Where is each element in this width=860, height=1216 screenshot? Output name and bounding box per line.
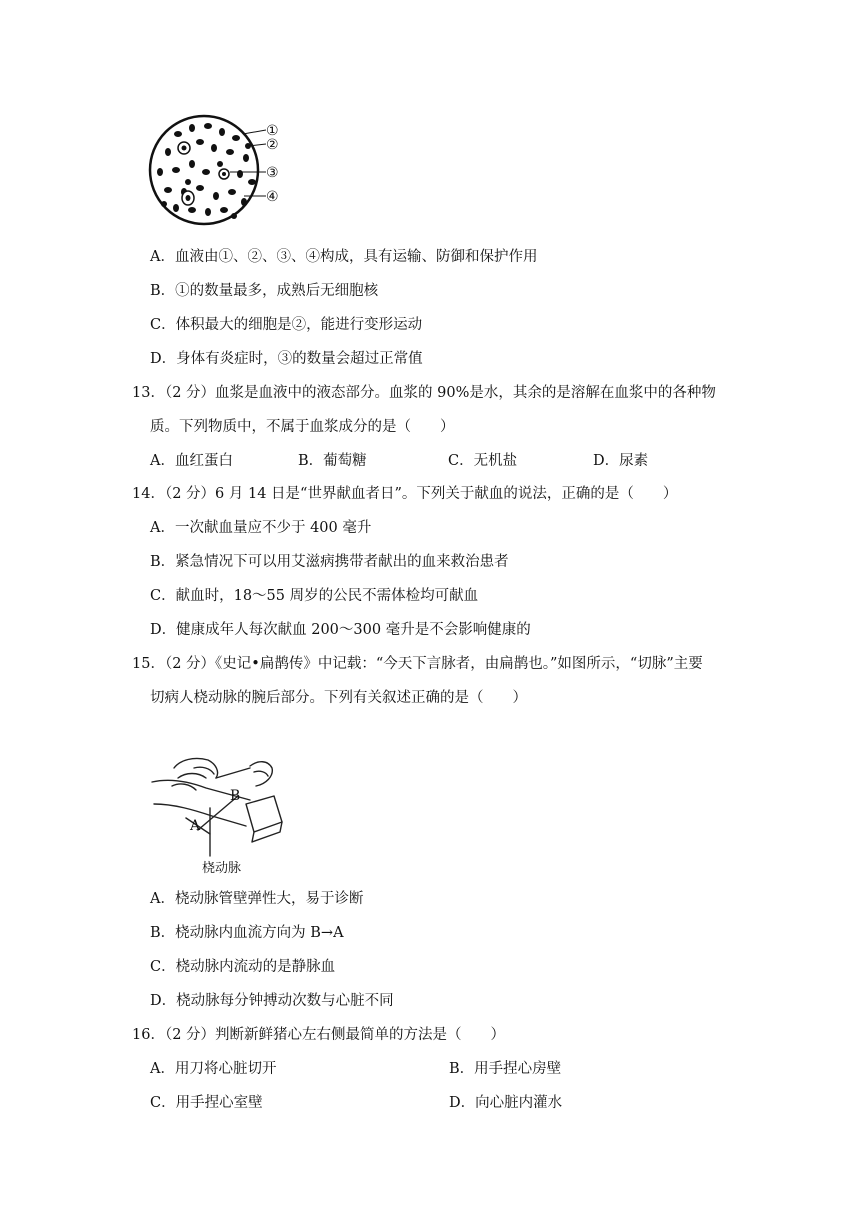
blood-cell-figure xyxy=(148,112,298,228)
figure-label-1: ① xyxy=(266,123,279,139)
q15-option-b: B．桡动脉内血流方向为 B→A xyxy=(150,925,344,941)
q14-stem: 14．（2 分）6 月 14 日是“世界献血者日”。下列关于献血的说法，正确的是（ ） xyxy=(132,486,678,502)
q15-stem-line2: 切病人桡动脉的腕后部分。下列有关叙述正确的是（ ） xyxy=(150,690,527,706)
figure-label-4: ④ xyxy=(266,189,279,205)
q13-option-d: D．尿素 xyxy=(593,453,649,469)
pulse-figure xyxy=(150,738,284,878)
figure-label-3: ③ xyxy=(266,165,279,181)
figure-caption: 桡动脉 xyxy=(202,861,242,876)
q13-option-a: A．血红蛋白 xyxy=(150,453,233,469)
q16-stem: 16．（2 分）判断新鲜猪心左右侧最简单的方法是（ ） xyxy=(132,1027,506,1043)
q15-option-a: A．桡动脉管壁弹性大，易于诊断 xyxy=(150,891,364,907)
q16-option-c: C．用手捏心室壁 xyxy=(150,1095,263,1111)
q15-option-d: D．桡动脉每分钟搏动次数与心脏不同 xyxy=(150,993,394,1009)
q12-option-b: B．①的数量最多，成熟后无细胞核 xyxy=(150,283,379,299)
q13-option-c: C．无机盐 xyxy=(448,453,518,469)
q12-option-c: C．体积最大的细胞是②，能进行变形运动 xyxy=(150,317,423,333)
q14-option-d: D．健康成年人每次献血 200～300 毫升是不会影响健康的 xyxy=(150,622,531,638)
q16-option-a: A．用刀将心脏切开 xyxy=(150,1061,277,1077)
q16-option-d: D．向心脏内灌水 xyxy=(449,1095,563,1111)
q16-option-b: B．用手捏心房壁 xyxy=(449,1061,562,1077)
q14-option-a: A．一次献血量应不少于 400 毫升 xyxy=(150,520,372,536)
figure-label-2: ② xyxy=(266,137,279,153)
q13-option-b: B．葡萄糖 xyxy=(298,453,367,469)
q15-option-c: C．桡动脉内流动的是静脉血 xyxy=(150,959,336,975)
q13-stem-line2: 质。下列物质中，不属于血浆成分的是（ ） xyxy=(150,419,455,435)
label-a: A xyxy=(190,818,201,834)
q12-option-d: D．身体有炎症时，③的数量会超过正常值 xyxy=(150,351,423,367)
q13-stem-line1: 13．（2 分）血浆是血液中的液态部分。血浆的 90%是水，其余的是溶解在血浆中的各种物 xyxy=(132,385,716,401)
q14-option-c: C．献血时，18～55 周岁的公民不需体检均可献血 xyxy=(150,588,479,604)
q14-option-b: B．紧急情况下可以用艾滋病携带者献出的血来救治患者 xyxy=(150,554,509,570)
q12-option-a: A．血液由①、②、③、④构成，具有运输、防御和保护作用 xyxy=(150,249,538,265)
label-b: B xyxy=(230,788,241,804)
q15-stem-line1: 15．（2 分）《史记•扁鹊传》中记载：“今天下言脉者，由扁鹊也。”如图所示，“切脉”主要 xyxy=(132,656,703,672)
